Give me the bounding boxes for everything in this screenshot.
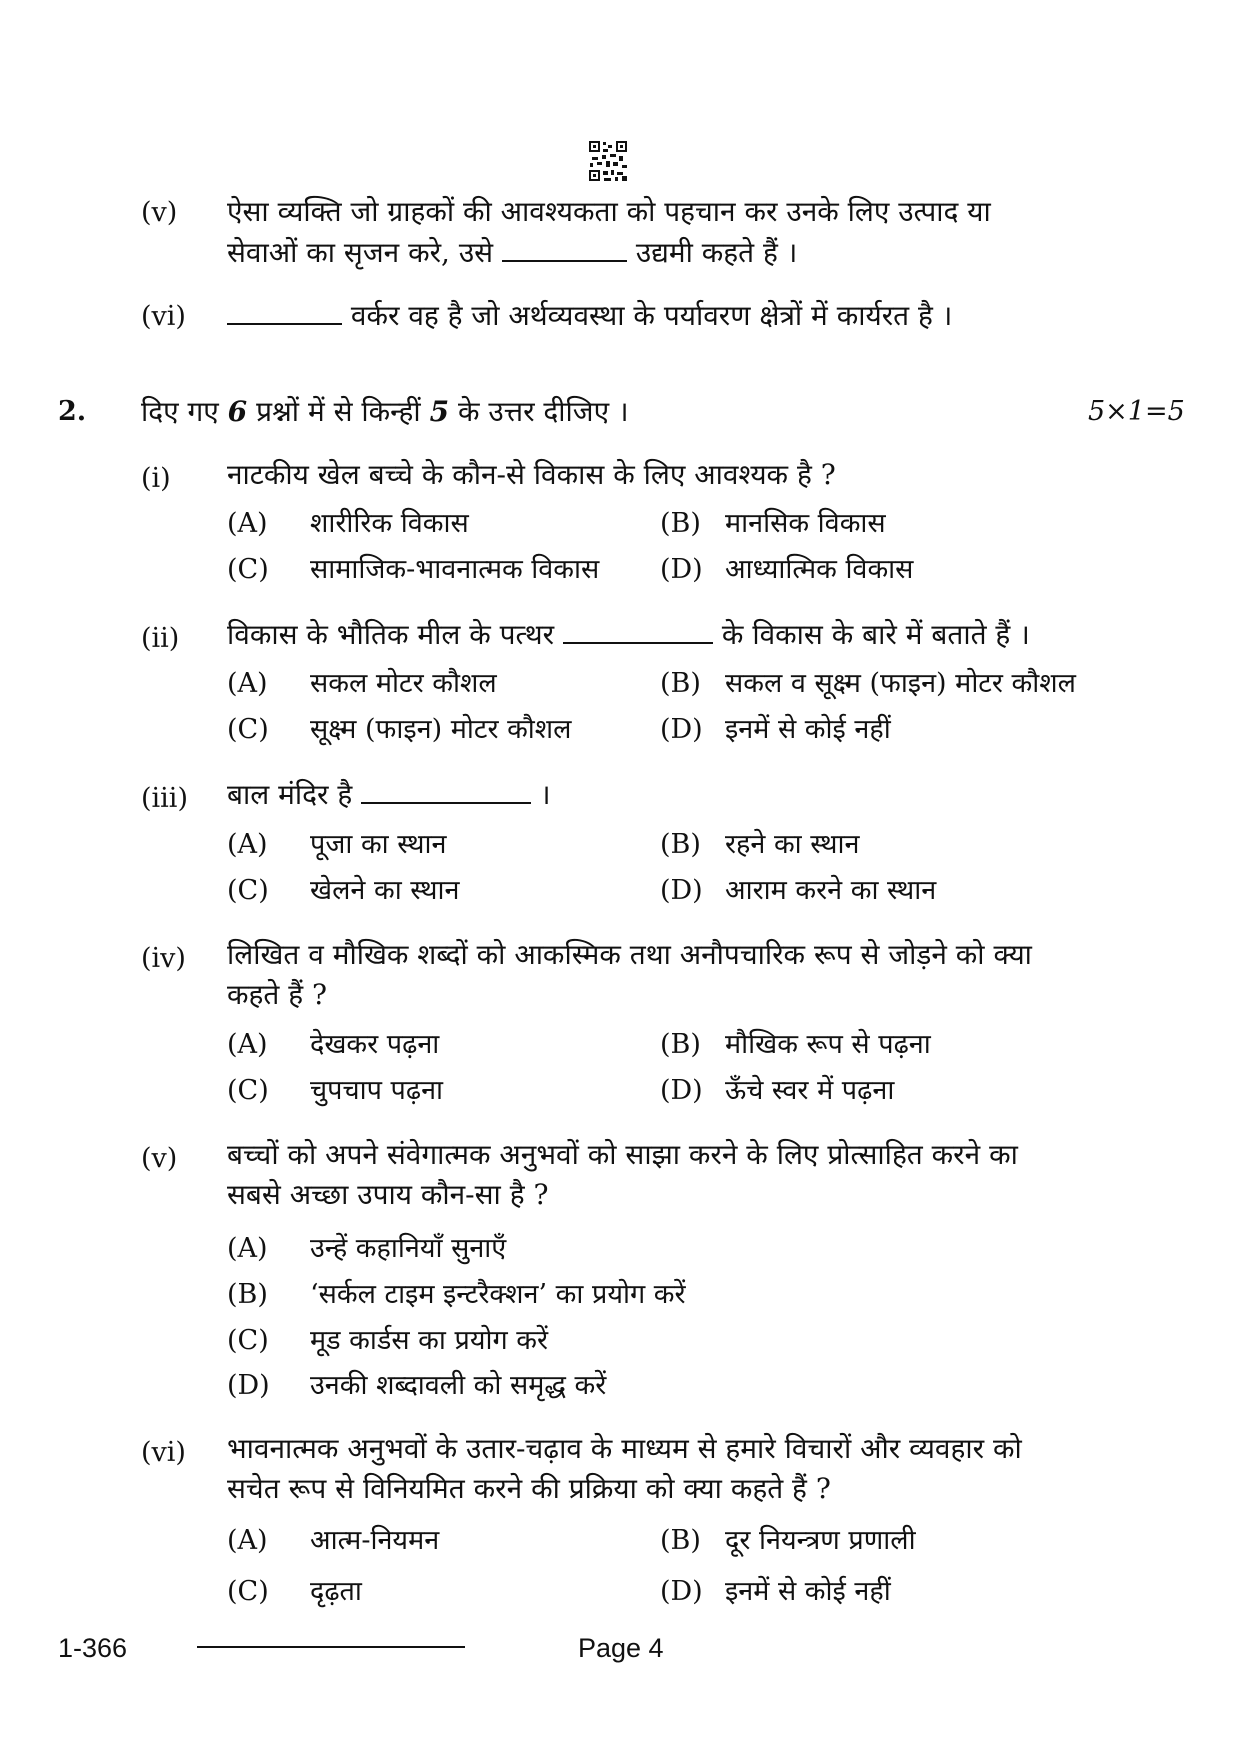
question-number: (vi) — [141, 301, 186, 332]
option-label: (B) — [660, 668, 701, 699]
option-text: मूड कार्डस का प्रयोग करें — [310, 1325, 549, 1356]
option-text: मौखिक रूप से पढ़ना — [725, 1029, 931, 1060]
option-text: खेलने का स्थान — [310, 875, 460, 906]
option-label: (C) — [227, 1576, 269, 1607]
option-text: शारीरिक विकास — [310, 508, 469, 539]
question-text: लिखित व मौखिक शब्दों को आकस्मिक तथा अनौपचारिक रूप से जोड़ने को क्या — [227, 938, 1032, 971]
fill-blank — [361, 776, 531, 804]
option-text: रहने का स्थान — [725, 829, 860, 860]
question-number: (iii) — [141, 783, 188, 814]
option-label: (C) — [227, 875, 269, 906]
option-text: पूजा का स्थान — [310, 829, 447, 860]
option-text: मानसिक विकास — [725, 508, 886, 539]
option-text: ऊँचे स्वर में पढ़ना — [725, 1075, 895, 1106]
question-number: (vi) — [141, 1437, 186, 1468]
option-label: (D) — [660, 875, 703, 906]
paper-code: 1-366 — [58, 1633, 128, 1663]
option-text: दूर नियन्त्रण प्रणाली — [725, 1525, 916, 1556]
option-label: (D) — [227, 1370, 270, 1401]
option-text: उन्हें कहानियाँ सुनाएँ — [310, 1233, 507, 1264]
option-label: (B) — [660, 1029, 701, 1060]
question-text: बच्चों को अपने संवेगात्मक अनुभवों को साझा करने के लिए प्रोत्साहित करने का — [227, 1138, 1018, 1171]
question-text: बाल मंदिर है । — [227, 778, 551, 811]
option-label: (B) — [227, 1279, 268, 1310]
option-label: (D) — [660, 554, 703, 585]
option-text: सकल व सूक्ष्म (फाइन) मोटर कौशल — [725, 668, 1076, 699]
question-text-line2: सेवाओं का सृजन करे, उसे उद्यमी कहते हैं । — [227, 236, 798, 269]
question-number: (i) — [141, 463, 171, 494]
question-number: (ii) — [141, 623, 180, 654]
question-text-line2: सचेत रूप से विनियमित करने की प्रक्रिया को क्या कहते हैं ? — [227, 1472, 831, 1505]
option-label: (A) — [227, 1233, 268, 1264]
option-label: (D) — [660, 714, 703, 745]
option-label: (A) — [227, 508, 268, 539]
question-text: नाटकीय खेल बच्चे के कौन-से विकास के लिए आवश्यक है ? — [227, 458, 836, 491]
option-text: दृढ़ता — [310, 1576, 362, 1607]
option-text: उनकी शब्दावली को समृद्ध करें — [310, 1370, 607, 1401]
question-number: (iv) — [141, 943, 186, 974]
option-text: चुपचाप पढ़ना — [310, 1075, 444, 1106]
question-number: (v) — [141, 197, 178, 228]
option-label: (B) — [660, 508, 701, 539]
option-text: आत्म-नियमन — [310, 1525, 440, 1556]
option-label: (C) — [227, 1075, 269, 1106]
page-number: Page 4 — [578, 1633, 664, 1663]
option-label: (C) — [227, 554, 269, 585]
question-2-number: 2. — [58, 396, 87, 427]
option-text: सकल मोटर कौशल — [310, 668, 497, 699]
question-text-line2: सबसे अच्छा उपाय कौन-सा है ? — [227, 1178, 549, 1211]
option-text: इनमें से कोई नहीं — [725, 1576, 891, 1607]
option-label: (A) — [227, 668, 268, 699]
option-text: आध्यात्मिक विकास — [725, 554, 914, 585]
option-label: (D) — [660, 1075, 703, 1106]
question-text: भावनात्मक अनुभवों के उतार-चढ़ाव के माध्यम से हमारे विचारों और व्यवहार को — [227, 1432, 1022, 1465]
option-label: (A) — [227, 1525, 268, 1556]
option-label: (A) — [227, 829, 268, 860]
question-text-line2: कहते हैं ? — [227, 978, 328, 1011]
footer-rule — [197, 1646, 465, 1648]
option-text: ‘सर्कल टाइम इन्टरैक्शन’ का प्रयोग करें — [310, 1279, 686, 1310]
qr-code — [588, 140, 628, 182]
fill-blank — [502, 234, 627, 262]
question-number: (v) — [141, 1143, 178, 1174]
option-text: सूक्ष्म (फाइन) मोटर कौशल — [310, 714, 572, 745]
fill-blank — [227, 297, 342, 325]
option-label: (A) — [227, 1029, 268, 1060]
option-text: इनमें से कोई नहीं — [725, 714, 891, 745]
option-label: (B) — [660, 1525, 701, 1556]
marks-allocation: 5×1=5 — [1088, 396, 1185, 427]
option-label: (B) — [660, 829, 701, 860]
option-label: (C) — [227, 714, 269, 745]
question-text: ऐसा व्यक्ति जो ग्राहकों की आवश्यकता को पहचान कर उनके लिए उत्पाद या — [227, 195, 991, 228]
option-text: आराम करने का स्थान — [725, 875, 937, 906]
option-text: सामाजिक-भावनात्मक विकास — [310, 554, 600, 585]
fill-blank — [563, 616, 713, 644]
question-text: विकास के भौतिक मील के पत्थर के विकास के बारे में बताते हैं । — [227, 618, 1030, 651]
question-2-instruction: दिए गए 6 प्रश्नों में से किन्हीं 5 के उत्तर दीजिए । — [141, 395, 629, 428]
question-text: वर्कर वह है जो अर्थव्यवस्था के पर्यावरण क्षेत्रों में कार्यरत है । — [227, 296, 952, 336]
option-label: (D) — [660, 1576, 703, 1607]
option-label: (C) — [227, 1325, 269, 1356]
option-text: देखकर पढ़ना — [310, 1029, 440, 1060]
